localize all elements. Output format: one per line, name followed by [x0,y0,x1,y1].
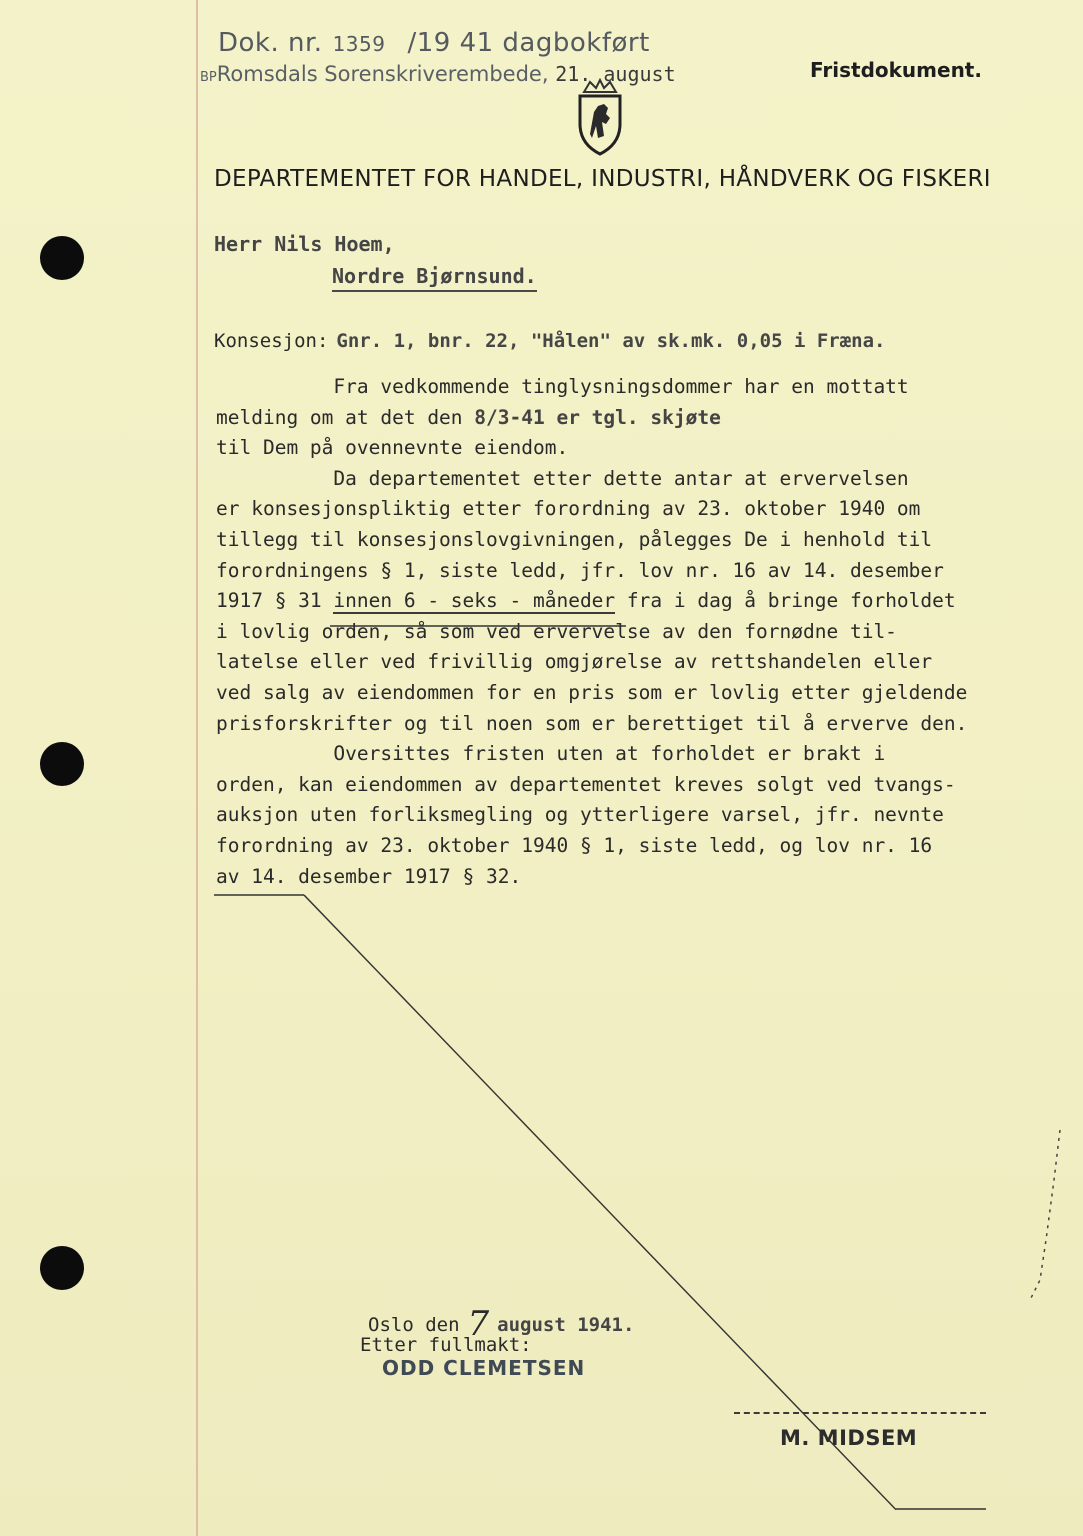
body-line: prisforskrifter og til noen som er berettiget til å erverve den. [216,711,968,735]
authority-line: Etter fullmakt: [360,1334,532,1356]
dok-year: /19 41 dagbokført [407,28,650,58]
office-name: Romsdals Sorenskriverembede, [216,62,549,86]
oslo-den: Oslo den [368,1314,460,1336]
body-line: Da departementet etter dette antar at ervervelsen [216,466,909,490]
konsesjon-label: Konsesjon: [214,330,329,352]
body-line: av 14. desember 1917 § 32. [216,864,522,888]
body-line: tillegg til konsesjonslovgivningen, pålegges De i henhold til [216,527,933,551]
handwritten-day: 7 [467,1304,490,1344]
body-line: er konsesjonspliktig etter forordning av 23. oktober 1940 om [216,497,921,521]
department-heading: DEPARTEMENTET FOR HANDEL, INDUSTRI, HÅNDVERK OG FISKERI [214,166,991,192]
body-text: fra i dag å bringe forholdet [615,589,956,613]
body-line: til Dem på ovennevnte eiendom. [216,436,569,460]
recipient-name: Herr Nils Hoem, [214,232,395,256]
signature-rule [734,1412,986,1414]
second-signer-name: M. MIDSEM [780,1426,918,1450]
signer-name: ODD CLEMETSEN [382,1356,586,1380]
body-line: Fra vedkommende tinglysningsdommer har en mottatt [216,375,909,398]
dok-number: 1359 [332,32,386,56]
konsesjon-value: Gnr. 1, bnr. 22, "Hålen" av sk.mk. 0,05 i Fræna. [336,330,886,352]
bp-mark: BP [200,70,217,85]
deed-date: 8/3-41 er tgl. skjøte [474,405,721,429]
body-line: forordning av 23. oktober 1940 § 1, siste ledd, og lov nr. 16 [216,833,933,857]
body-line: latelse eller ved frivillig omgjørelse av rettshandelen eller [216,650,933,674]
body-line: auksjon uten forliksmegling og ytterligere varsel, jfr. nevnte [216,803,944,827]
deadline-underlined: innen 6 - seks - måneder [333,589,616,613]
body-line: ved salg av eiendommen for en pris som er lovlig etter gjeldende [216,680,968,704]
body-line: Oversittes fristen uten at forholdet er brakt i [216,742,886,766]
body-text: i lovlig orden, så som ved ervervelse av den fornødne til- [216,619,897,643]
document-type: Fristdokument. [810,58,982,82]
dok-label: Dok. nr. [218,28,323,58]
recipient-place: Nordre Bjørnsund. [332,264,537,292]
body-line: forordningens § 1, siste ledd, jfr. lov nr. 16 av 14. desember [216,558,944,582]
body-text: melding om at det den [216,405,475,429]
register-date: 21. august [555,62,676,86]
body-text: 1917 § 31 [216,589,334,613]
body-line: orden, kan eiendommen av departementet kreves solgt ved tvangs- [216,772,956,796]
signature-month-year: august 1941. [497,1314,635,1336]
